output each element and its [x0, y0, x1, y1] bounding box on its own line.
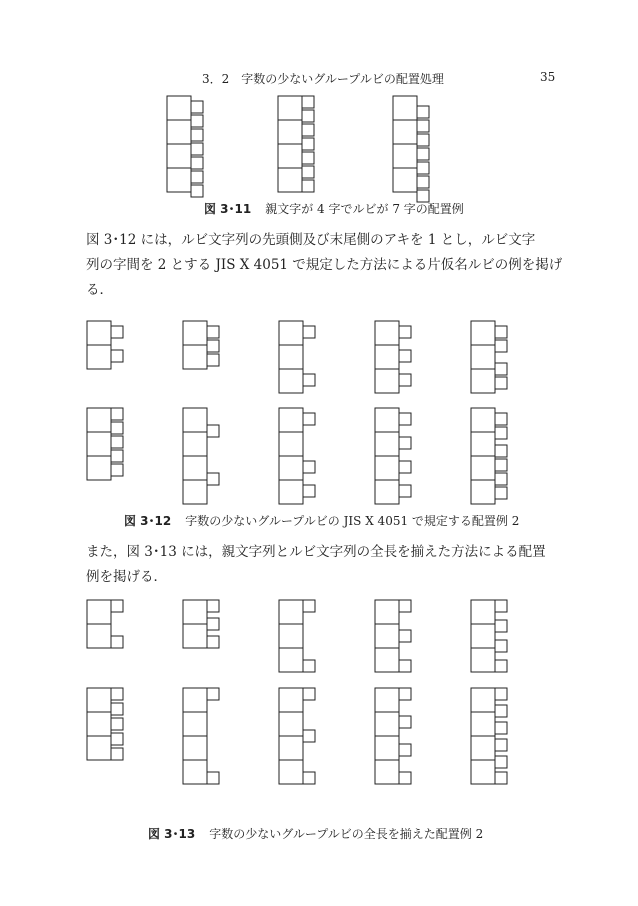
figure-3-12-caption [124, 512, 519, 529]
figure-3-11-caption [204, 200, 464, 217]
fig11-b-ruby-char [302, 138, 314, 150]
fig12-r2-a-ruby-char [111, 422, 123, 434]
figure-3-13-caption [148, 825, 483, 842]
fig12-r1-c-ruby-char [303, 374, 315, 386]
fig13-r1-c-base-char [279, 600, 303, 624]
fig12-r1-e-ruby-char [495, 377, 507, 389]
figure-3-12-number: 図 3･12 [124, 514, 172, 528]
fig12-r2-d-base-char [375, 432, 399, 456]
fig12-r2-d-ruby-char [399, 485, 411, 497]
fig11-c-ruby-char [417, 134, 429, 146]
fig11-a-base-char [167, 96, 191, 120]
fig11-a-ruby-char [191, 185, 203, 197]
fig12-r1-b-ruby-char [207, 340, 219, 352]
fig12-r2-d-base-char [375, 408, 399, 432]
fig11-b-base-char [278, 168, 302, 192]
fig11-b-base-char [278, 96, 302, 120]
fig13-r2-d-base-char [375, 760, 399, 784]
fig13-r2-c-base-char [279, 760, 303, 784]
fig13-r1-a-ruby-char [111, 600, 123, 612]
fig11-b-ruby-char [302, 152, 314, 164]
fig12-r2-a-ruby-char [111, 436, 123, 448]
fig13-r2-a-base-char [87, 688, 111, 712]
fig13-r2-a-ruby-char [111, 703, 123, 715]
fig12-r2-b-ruby-char [207, 473, 219, 485]
fig12-r2-e-base-char [471, 432, 495, 456]
fig12-r2-d-ruby-char [399, 437, 411, 449]
fig12-r1-e-ruby-char [495, 326, 507, 338]
fig13-r2-a-ruby-char [111, 718, 123, 730]
fig12-r1-d-ruby-char [399, 374, 411, 386]
fig12-r1-d-ruby-char [399, 350, 411, 362]
fig12-r1-b-base-char [183, 321, 207, 345]
fig12-r2-e-ruby-char [495, 487, 507, 499]
fig12-r2-d-base-char [375, 456, 399, 480]
fig13-r2-c-base-char [279, 736, 303, 760]
fig13-r2-c-base-char [279, 712, 303, 736]
fig13-r1-d-base-char [375, 648, 399, 672]
fig13-r2-c-ruby-char [303, 730, 315, 742]
fig12-r1-d-ruby-char [399, 326, 411, 338]
fig11-a-ruby-char [191, 129, 203, 141]
fig12-r2-d-ruby-char [399, 461, 411, 473]
fig12-r1-b-ruby-char [207, 354, 219, 366]
fig12-r2-c-base-char [279, 480, 303, 504]
fig13-r1-c-base-char [279, 648, 303, 672]
figure-3-11-number: 図 3･11 [204, 202, 252, 216]
fig13-r1-e-ruby-char [495, 660, 507, 672]
fig13-r1-a-base-char [87, 624, 111, 648]
fig13-r2-e-ruby-char [495, 756, 507, 768]
fig12-r1-d-base-char [375, 369, 399, 393]
fig12-r1-c-base-char [279, 345, 303, 369]
fig11-a-ruby-char [191, 115, 203, 127]
fig13-r2-e-ruby-char [495, 722, 507, 734]
fig13-r2-e-base-char [471, 760, 495, 784]
paragraph-2-line-2: 例を掲げる． [86, 569, 167, 585]
fig12-r2-b-base-char [183, 456, 207, 480]
fig13-r2-a-base-char [87, 712, 111, 736]
fig13-r1-d-base-char [375, 600, 399, 624]
fig12-r1-a-ruby-char [111, 326, 123, 338]
fig12-r2-b-base-char [183, 432, 207, 456]
fig11-b-ruby-char [302, 124, 314, 136]
fig13-r1-b-ruby-char [207, 636, 219, 648]
fig11-a-ruby-char [191, 143, 203, 155]
fig13-r1-c-ruby-char [303, 660, 315, 672]
fig12-r1-c-base-char [279, 369, 303, 393]
fig13-r2-d-ruby-char [399, 744, 411, 756]
fig12-r1-d-base-char [375, 321, 399, 345]
fig12-r2-a-base-char [87, 456, 111, 480]
fig12-r1-b-base-char [183, 345, 207, 369]
fig13-r2-d-ruby-char [399, 716, 411, 728]
fig11-c-ruby-char [417, 106, 429, 118]
fig13-r2-e-base-char [471, 712, 495, 736]
fig13-r1-e-base-char [471, 648, 495, 672]
fig12-r2-e-ruby-char [495, 459, 507, 471]
fig13-r2-b-base-char [183, 688, 207, 712]
fig13-r2-b-base-char [183, 736, 207, 760]
fig11-a-base-char [167, 168, 191, 192]
fig12-r2-c-ruby-char [303, 461, 315, 473]
fig13-r2-b-ruby-char [207, 688, 219, 700]
fig13-r2-e-ruby-char [495, 705, 507, 717]
fig11-b-ruby-char [302, 110, 314, 122]
fig12-r1-d-base-char [375, 345, 399, 369]
fig11-c-ruby-char [417, 162, 429, 174]
fig12-r2-a-base-char [87, 432, 111, 456]
fig11-b-base-char [278, 144, 302, 168]
fig12-r1-e-base-char [471, 369, 495, 393]
figure-3-11-caption-text: 親文字が 4 字でルビが 7 字の配置例 [265, 202, 464, 216]
fig12-r2-e-ruby-char [495, 473, 507, 485]
fig12-r1-a-base-char [87, 321, 111, 345]
fig12-r2-c-base-char [279, 456, 303, 480]
fig12-r1-e-ruby-char [495, 363, 507, 375]
fig13-r1-a-ruby-char [111, 636, 123, 648]
figure-3-13-number: 図 3･13 [148, 827, 196, 841]
fig12-r2-d-ruby-char [399, 413, 411, 425]
fig12-r2-e-base-char [471, 456, 495, 480]
fig11-b-ruby-char [302, 166, 314, 178]
fig13-r1-b-ruby-char [207, 600, 219, 612]
fig11-c-base-char [393, 96, 417, 120]
fig13-r1-e-base-char [471, 624, 495, 648]
fig12-r2-c-base-char [279, 432, 303, 456]
fig13-r2-a-ruby-char [111, 733, 123, 745]
fig12-r2-a-ruby-char [111, 464, 123, 476]
fig13-r2-a-base-char [87, 736, 111, 760]
fig13-r1-c-base-char [279, 624, 303, 648]
fig12-r1-c-ruby-char [303, 326, 315, 338]
fig13-r2-b-ruby-char [207, 772, 219, 784]
fig13-r2-e-base-char [471, 688, 495, 712]
page-number: 35 [540, 70, 556, 84]
fig11-c-ruby-char [417, 120, 429, 132]
fig13-r1-c-ruby-char [303, 600, 315, 612]
fig11-c-base-char [393, 120, 417, 144]
fig13-r2-d-ruby-char [399, 688, 411, 700]
fig12-r1-e-ruby-char [495, 340, 507, 352]
fig12-r2-c-ruby-char [303, 413, 315, 425]
fig12-r1-b-ruby-char [207, 326, 219, 338]
paragraph-1-line-1: 図 3･12 には，ルビ文字列の先頭側及び末尾側のアキを 1 とし，ルビ文字 [86, 232, 536, 248]
fig13-r1-e-base-char [471, 600, 495, 624]
fig11-a-ruby-char [191, 157, 203, 169]
paragraph-1-line-2: 列の字間を 2 とする JIS X 4051 で規定した方法による片仮名ルビの例を掲げ [86, 257, 563, 273]
fig13-r2-e-base-char [471, 736, 495, 760]
fig13-r2-e-ruby-char [495, 772, 507, 784]
section-title: 3．2 字数の少ないグループルビの配置処理 [202, 72, 444, 86]
fig13-r1-e-ruby-char [495, 640, 507, 652]
fig12-r2-a-ruby-char [111, 408, 123, 420]
fig12-r2-c-ruby-char [303, 485, 315, 497]
fig11-c-base-char [393, 144, 417, 168]
fig13-r1-b-base-char [183, 600, 207, 624]
fig11-c-ruby-char [417, 176, 429, 188]
fig12-r2-c-base-char [279, 408, 303, 432]
fig11-a-base-char [167, 120, 191, 144]
paragraph-1-line-3: る． [86, 282, 113, 298]
fig11-a-ruby-char [191, 171, 203, 183]
fig13-r2-e-ruby-char [495, 688, 507, 700]
fig13-r2-c-ruby-char [303, 688, 315, 700]
fig11-b-base-char [278, 120, 302, 144]
fig12-r1-e-base-char [471, 345, 495, 369]
fig11-c-ruby-char [417, 148, 429, 160]
fig12-r2-b-base-char [183, 480, 207, 504]
fig12-r2-b-ruby-char [207, 425, 219, 437]
fig13-r2-b-base-char [183, 712, 207, 736]
fig12-r2-e-ruby-char [495, 427, 507, 439]
fig13-r1-e-ruby-char [495, 600, 507, 612]
fig13-r1-d-base-char [375, 624, 399, 648]
fig13-r1-e-ruby-char [495, 620, 507, 632]
fig13-r1-d-ruby-char [399, 660, 411, 672]
figure-3-12-caption-text: 字数の少ないグループルビの JIS X 4051 で規定する配置例 2 [185, 514, 520, 528]
fig13-r1-d-ruby-char [399, 600, 411, 612]
fig13-r2-e-ruby-char [495, 739, 507, 751]
fig11-a-ruby-char [191, 101, 203, 113]
fig13-r2-d-base-char [375, 712, 399, 736]
fig12-r2-e-ruby-char [495, 413, 507, 425]
fig12-r2-e-base-char [471, 408, 495, 432]
fig12-r2-e-base-char [471, 480, 495, 504]
fig12-r2-d-base-char [375, 480, 399, 504]
fig12-r2-a-base-char [87, 408, 111, 432]
fig13-r2-d-ruby-char [399, 772, 411, 784]
fig13-r1-a-base-char [87, 600, 111, 624]
fig12-r1-c-base-char [279, 321, 303, 345]
fig11-c-base-char [393, 168, 417, 192]
fig13-r2-c-base-char [279, 688, 303, 712]
fig12-r2-e-ruby-char [495, 445, 507, 457]
fig13-r2-a-ruby-char [111, 688, 123, 700]
fig13-r1-d-ruby-char [399, 630, 411, 642]
fig13-r2-d-base-char [375, 688, 399, 712]
figure-3-13-caption-text: 字数の少ないグループルビの全長を揃えた配置例 2 [209, 827, 484, 841]
fig13-r2-b-base-char [183, 760, 207, 784]
fig11-a-base-char [167, 144, 191, 168]
fig13-r1-b-base-char [183, 624, 207, 648]
fig12-r1-a-ruby-char [111, 350, 123, 362]
paragraph-2-line-1: また，図 3･13 には，親文字列とルビ文字列の全長を揃えた方法による配置 [86, 544, 546, 560]
fig11-b-ruby-char [302, 180, 314, 192]
fig12-r2-b-base-char [183, 408, 207, 432]
fig11-b-ruby-char [302, 96, 314, 108]
fig13-r2-a-ruby-char [111, 748, 123, 760]
fig13-r1-b-ruby-char [207, 618, 219, 630]
fig13-r2-c-ruby-char [303, 772, 315, 784]
fig13-r2-d-base-char [375, 736, 399, 760]
fig12-r2-a-ruby-char [111, 450, 123, 462]
fig12-r1-e-base-char [471, 321, 495, 345]
fig12-r1-a-base-char [87, 345, 111, 369]
